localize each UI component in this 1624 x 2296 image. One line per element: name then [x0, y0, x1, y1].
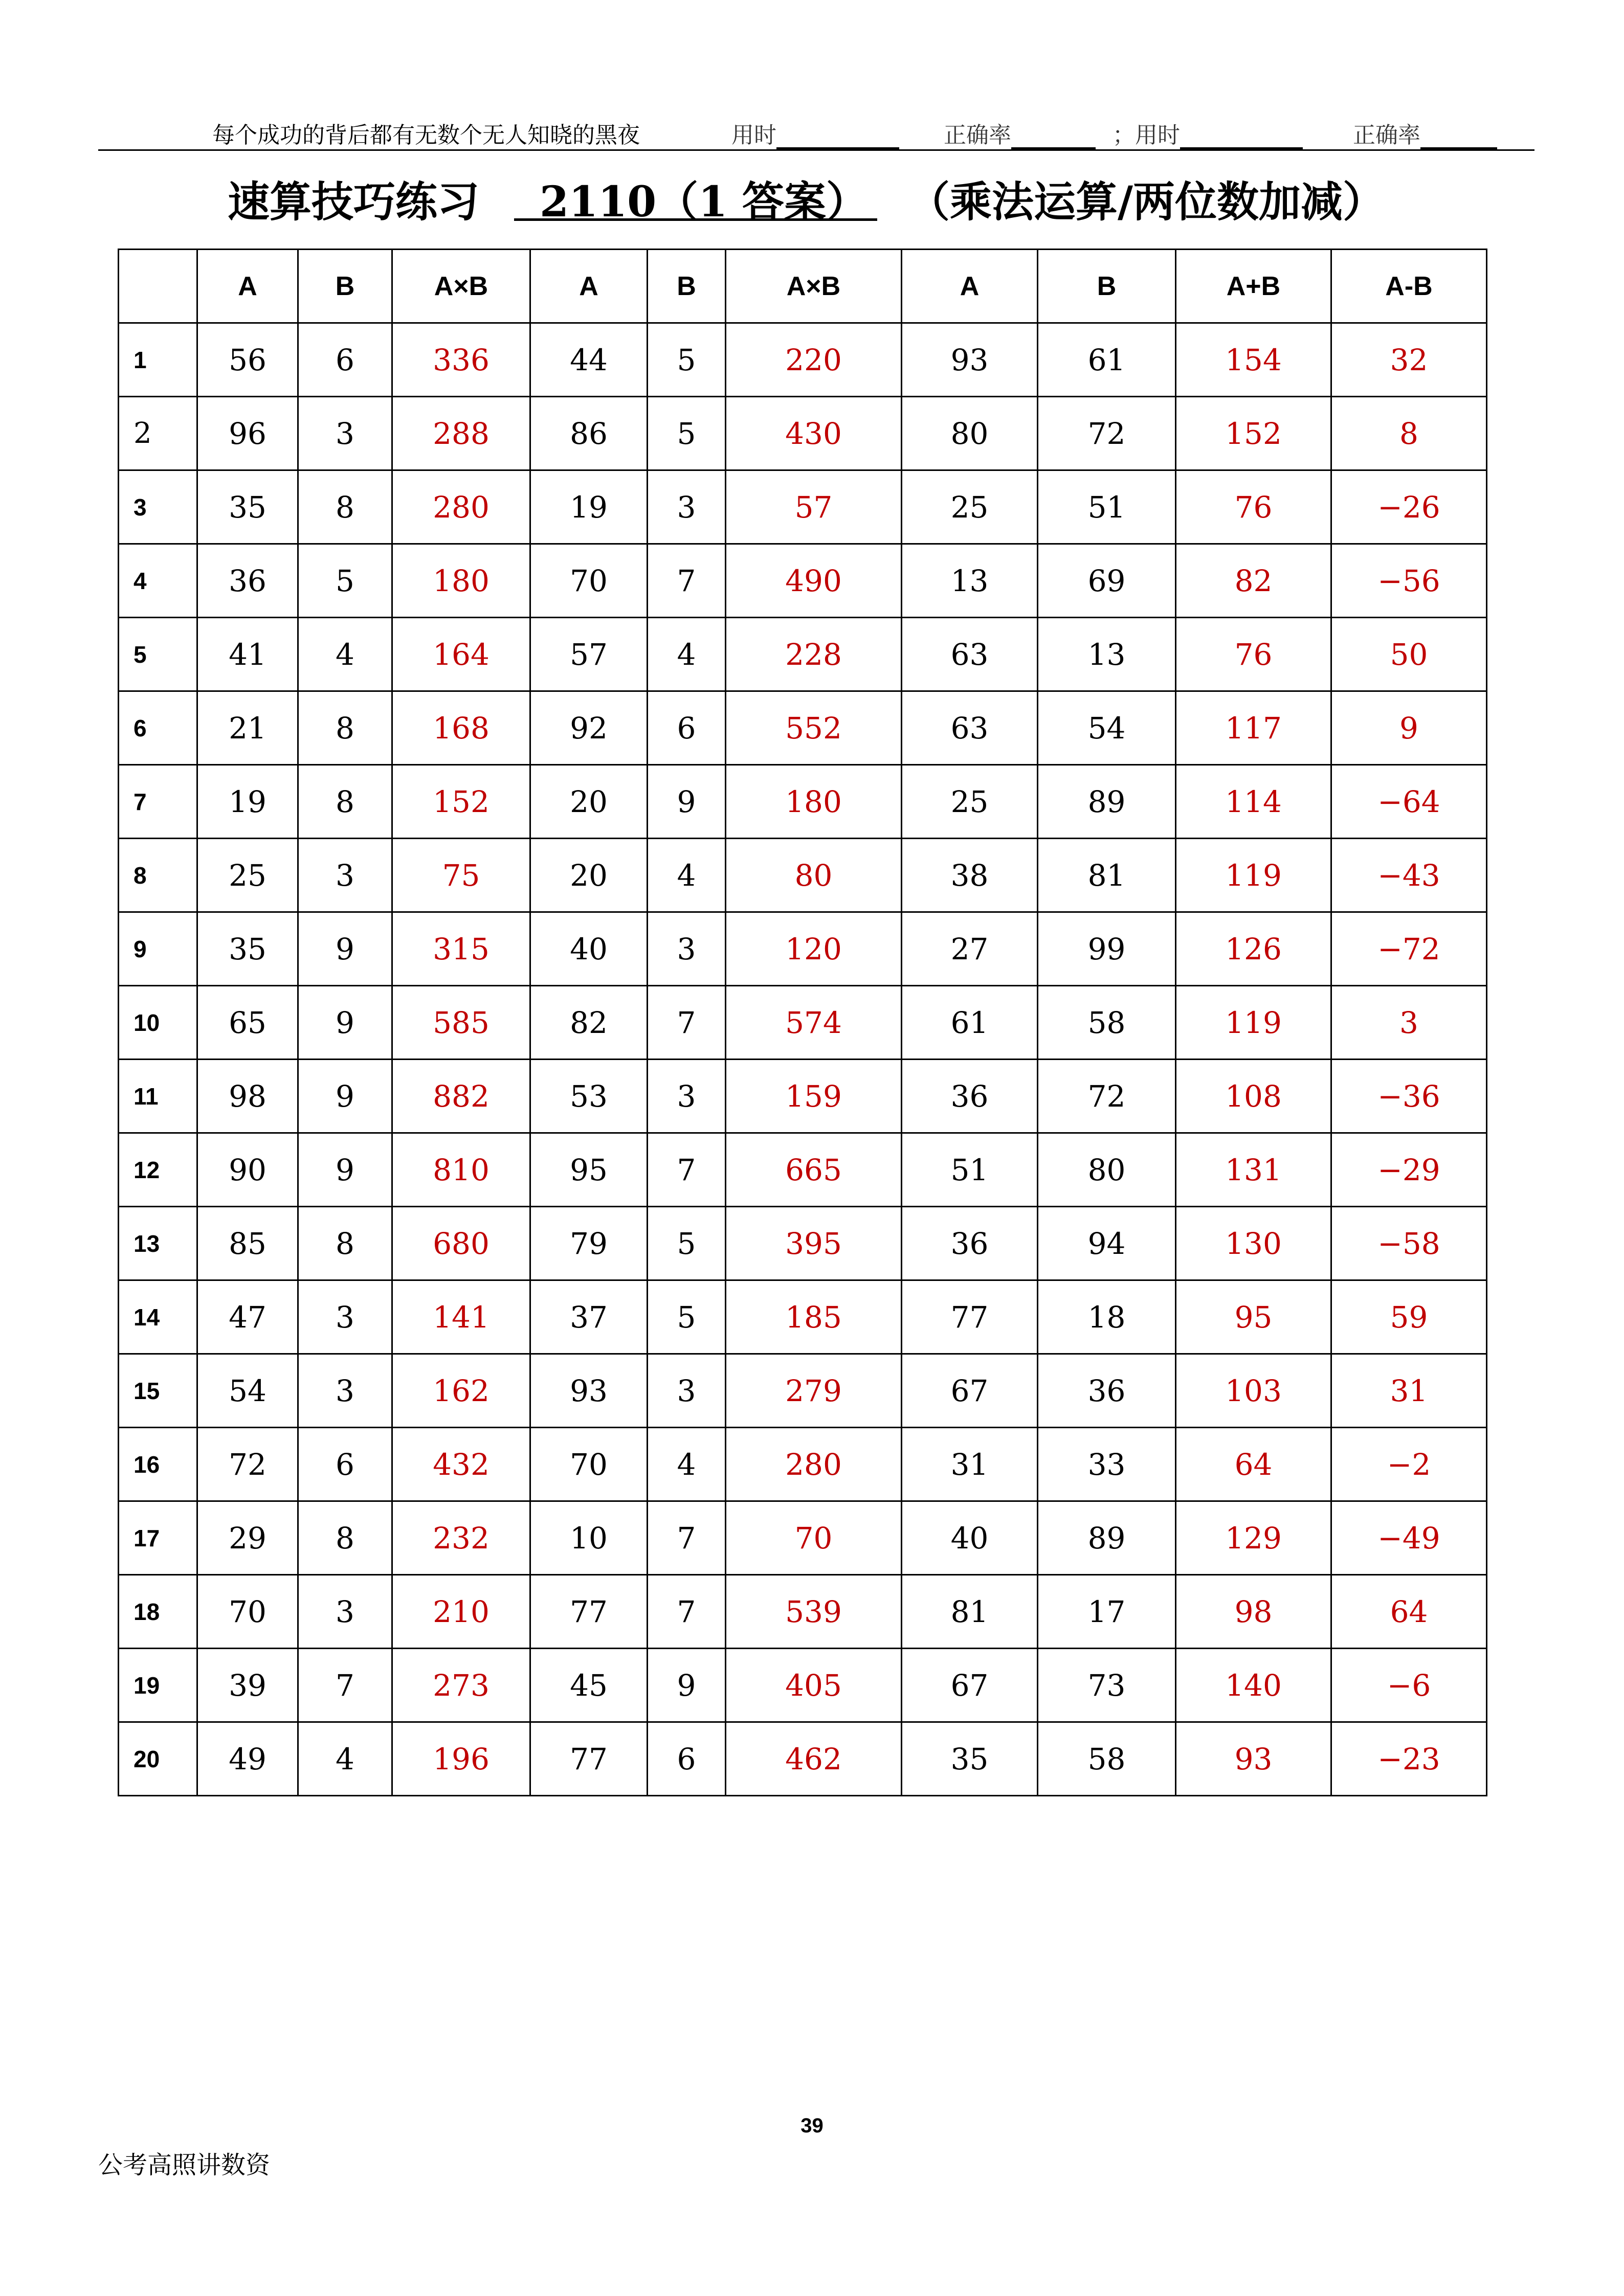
answer-product: 315 [392, 912, 530, 986]
time-field-1 [731, 117, 899, 149]
answer-product: 336 [392, 323, 530, 397]
value-a: 21 [197, 691, 298, 765]
value-b: 7 [648, 1501, 726, 1575]
row-number: 4 [119, 544, 197, 618]
value-b: 72 [1038, 1060, 1176, 1133]
table-row [119, 1649, 1487, 1722]
answer-difference: −23 [1331, 1722, 1487, 1796]
accuracy-label-2: 正确率 [1353, 122, 1420, 148]
answer-product: 152 [392, 765, 530, 839]
answer-sum: 119 [1176, 986, 1331, 1060]
value-a: 77 [530, 1722, 648, 1796]
answer-difference: −58 [1331, 1207, 1487, 1280]
value-b: 58 [1038, 1722, 1176, 1796]
time-blank-1 [776, 123, 899, 149]
table-row [119, 765, 1487, 839]
value-a: 36 [197, 544, 298, 618]
value-b: 94 [1038, 1207, 1176, 1280]
table-row [119, 1354, 1487, 1428]
value-a: 93 [530, 1354, 648, 1428]
answer-product: 552 [726, 691, 902, 765]
answer-difference: −43 [1331, 839, 1487, 912]
table-row [119, 912, 1487, 986]
answer-difference: −49 [1331, 1501, 1487, 1575]
value-b: 7 [648, 986, 726, 1060]
value-b: 7 [648, 1575, 726, 1649]
row-number: 6 [119, 691, 197, 765]
value-b: 61 [1038, 323, 1176, 397]
title-subtitle: （乘法运算/两位数加减） [908, 177, 1385, 227]
value-a: 47 [197, 1280, 298, 1354]
answer-difference: 9 [1331, 691, 1487, 765]
answer-difference: −6 [1331, 1649, 1487, 1722]
answer-difference: 3 [1331, 986, 1487, 1060]
column-header: A [530, 250, 648, 323]
title-code: 2110（1 答案） [514, 169, 877, 221]
value-a: 53 [530, 1060, 648, 1133]
answer-product: 162 [392, 1354, 530, 1428]
value-a: 45 [530, 1649, 648, 1722]
table-row [119, 1575, 1487, 1649]
table-row [119, 1280, 1487, 1354]
answer-sum: 98 [1176, 1575, 1331, 1649]
value-b: 7 [648, 1133, 726, 1207]
answer-product: 180 [726, 765, 902, 839]
row-number: 18 [119, 1575, 197, 1649]
value-a: 70 [530, 1428, 648, 1501]
column-header: A+B [1176, 250, 1331, 323]
answer-difference: 50 [1331, 618, 1487, 691]
answer-product: 574 [726, 986, 902, 1060]
answer-difference: 31 [1331, 1354, 1487, 1428]
answer-sum: 154 [1176, 323, 1331, 397]
answer-difference: −56 [1331, 544, 1487, 618]
answer-product: 585 [392, 986, 530, 1060]
answer-product: 432 [392, 1428, 530, 1501]
answer-product: 168 [392, 691, 530, 765]
column-header: A×B [392, 250, 530, 323]
value-b: 89 [1038, 765, 1176, 839]
row-number: 13 [119, 1207, 197, 1280]
column-header: A [902, 250, 1038, 323]
value-a: 77 [530, 1575, 648, 1649]
value-a: 82 [530, 986, 648, 1060]
answer-product: 228 [726, 618, 902, 691]
row-number: 1 [119, 323, 197, 397]
answer-product: 75 [392, 839, 530, 912]
value-a: 67 [902, 1354, 1038, 1428]
value-a: 35 [197, 912, 298, 986]
answer-product: 810 [392, 1133, 530, 1207]
answer-product: 680 [392, 1207, 530, 1280]
value-b: 72 [1038, 397, 1176, 470]
table-row [119, 470, 1487, 544]
answer-sum: 76 [1176, 618, 1331, 691]
value-a: 51 [902, 1133, 1038, 1207]
page-header [0, 0, 1624, 153]
value-b: 89 [1038, 1501, 1176, 1575]
value-a: 19 [197, 765, 298, 839]
table-row [119, 323, 1487, 397]
answer-product: 280 [726, 1428, 902, 1501]
value-b: 6 [298, 323, 392, 397]
answer-sum: 64 [1176, 1428, 1331, 1501]
value-a: 77 [902, 1280, 1038, 1354]
row-number: 8 [119, 839, 197, 912]
value-a: 90 [197, 1133, 298, 1207]
answer-product: 80 [726, 839, 902, 912]
answer-difference: 64 [1331, 1575, 1487, 1649]
row-number: 15 [119, 1354, 197, 1428]
page-number: 39 [800, 2114, 824, 2137]
value-b: 7 [648, 544, 726, 618]
table-body [119, 323, 1487, 1796]
value-b: 3 [298, 397, 392, 470]
answer-sum: 131 [1176, 1133, 1331, 1207]
value-a: 29 [197, 1501, 298, 1575]
answer-sum: 126 [1176, 912, 1331, 986]
value-b: 4 [648, 618, 726, 691]
value-a: 25 [902, 765, 1038, 839]
value-b: 8 [298, 1207, 392, 1280]
row-number: 10 [119, 986, 197, 1060]
value-b: 13 [1038, 618, 1176, 691]
value-a: 20 [530, 839, 648, 912]
value-b: 5 [648, 323, 726, 397]
motto-text: 每个成功的背后都有无数个无人知晓的黑夜 [212, 122, 640, 148]
value-a: 56 [197, 323, 298, 397]
answer-difference: 59 [1331, 1280, 1487, 1354]
answer-sum: 152 [1176, 397, 1331, 470]
row-number: 9 [119, 912, 197, 986]
value-a: 98 [197, 1060, 298, 1133]
answer-difference: −72 [1331, 912, 1487, 986]
value-b: 54 [1038, 691, 1176, 765]
value-a: 72 [197, 1428, 298, 1501]
page-title [0, 169, 1624, 225]
value-b: 4 [648, 1428, 726, 1501]
value-a: 31 [902, 1428, 1038, 1501]
accuracy-blank-1 [1011, 123, 1096, 149]
column-header: B [648, 250, 726, 323]
answer-product: 164 [392, 618, 530, 691]
column-header-index [119, 250, 197, 323]
answer-sum: 93 [1176, 1722, 1331, 1796]
row-number: 14 [119, 1280, 197, 1354]
value-b: 5 [648, 397, 726, 470]
value-a: 25 [197, 839, 298, 912]
table-header-row [119, 250, 1487, 323]
row-number: 19 [119, 1649, 197, 1722]
value-a: 37 [530, 1280, 648, 1354]
value-b: 4 [298, 618, 392, 691]
value-a: 96 [197, 397, 298, 470]
answer-sum: 82 [1176, 544, 1331, 618]
row-number: 2 [119, 397, 197, 470]
row-number: 11 [119, 1060, 197, 1133]
row-number: 17 [119, 1501, 197, 1575]
value-a: 35 [197, 470, 298, 544]
accuracy-field-1 [944, 117, 1096, 149]
answer-product: 196 [392, 1722, 530, 1796]
time-field-2 [1113, 117, 1303, 149]
value-b: 9 [648, 765, 726, 839]
value-b: 4 [648, 839, 726, 912]
answer-product: 273 [392, 1649, 530, 1722]
value-b: 9 [298, 1060, 392, 1133]
value-b: 3 [648, 912, 726, 986]
title-main: 速算技巧练习 [228, 177, 480, 227]
answer-difference: −2 [1331, 1428, 1487, 1501]
value-b: 6 [298, 1428, 392, 1501]
value-b: 58 [1038, 986, 1176, 1060]
value-b: 8 [298, 1501, 392, 1575]
table-row [119, 1428, 1487, 1501]
answer-product: 665 [726, 1133, 902, 1207]
footer-text: 公考高照讲数资 [98, 2151, 271, 2179]
value-a: 80 [902, 397, 1038, 470]
separator: ； [1113, 122, 1135, 148]
answer-sum: 119 [1176, 839, 1331, 912]
value-b: 8 [298, 470, 392, 544]
accuracy-label-1: 正确率 [944, 122, 1011, 148]
answer-difference: −64 [1331, 765, 1487, 839]
value-a: 40 [530, 912, 648, 986]
value-a: 85 [197, 1207, 298, 1280]
value-a: 63 [902, 691, 1038, 765]
answer-difference: −29 [1331, 1133, 1487, 1207]
value-b: 6 [648, 1722, 726, 1796]
column-header: B [1038, 250, 1176, 323]
value-b: 3 [298, 1280, 392, 1354]
column-header: A-B [1331, 250, 1487, 323]
table-row [119, 618, 1487, 691]
value-b: 8 [298, 691, 392, 765]
value-b: 73 [1038, 1649, 1176, 1722]
value-a: 20 [530, 765, 648, 839]
value-b: 3 [648, 470, 726, 544]
value-a: 39 [197, 1649, 298, 1722]
value-a: 95 [530, 1133, 648, 1207]
answer-product: 232 [392, 1501, 530, 1575]
answer-product: 405 [726, 1649, 902, 1722]
value-a: 79 [530, 1207, 648, 1280]
answer-product: 288 [392, 397, 530, 470]
time-label-1: 用时 [731, 122, 776, 148]
table-row [119, 1722, 1487, 1796]
value-a: 10 [530, 1501, 648, 1575]
answer-product: 120 [726, 912, 902, 986]
table-row [119, 839, 1487, 912]
value-b: 69 [1038, 544, 1176, 618]
table-row [119, 544, 1487, 618]
value-a: 40 [902, 1501, 1038, 1575]
row-number: 7 [119, 765, 197, 839]
column-header: A [197, 250, 298, 323]
answer-product: 57 [726, 470, 902, 544]
answer-product: 210 [392, 1575, 530, 1649]
value-a: 61 [902, 986, 1038, 1060]
answer-product: 185 [726, 1280, 902, 1354]
value-b: 5 [298, 544, 392, 618]
value-a: 67 [902, 1649, 1038, 1722]
answer-product: 430 [726, 397, 902, 470]
value-b: 18 [1038, 1280, 1176, 1354]
table-row [119, 1060, 1487, 1133]
table-row [119, 986, 1487, 1060]
answer-product: 279 [726, 1354, 902, 1428]
answer-sum: 114 [1176, 765, 1331, 839]
value-a: 57 [530, 618, 648, 691]
answer-sum: 117 [1176, 691, 1331, 765]
answer-sum: 95 [1176, 1280, 1331, 1354]
value-b: 5 [648, 1207, 726, 1280]
value-b: 9 [298, 912, 392, 986]
value-b: 9 [298, 1133, 392, 1207]
header-divider [98, 149, 1534, 151]
answer-sum: 103 [1176, 1354, 1331, 1428]
answer-product: 159 [726, 1060, 902, 1133]
value-a: 92 [530, 691, 648, 765]
answer-sum: 140 [1176, 1649, 1331, 1722]
value-b: 80 [1038, 1133, 1176, 1207]
value-a: 65 [197, 986, 298, 1060]
value-a: 81 [902, 1575, 1038, 1649]
answer-product: 395 [726, 1207, 902, 1280]
answer-difference: 8 [1331, 397, 1487, 470]
column-header: B [298, 250, 392, 323]
value-b: 81 [1038, 839, 1176, 912]
value-b: 4 [298, 1722, 392, 1796]
value-a: 86 [530, 397, 648, 470]
row-number: 16 [119, 1428, 197, 1501]
value-b: 9 [298, 986, 392, 1060]
value-a: 93 [902, 323, 1038, 397]
value-a: 63 [902, 618, 1038, 691]
value-a: 19 [530, 470, 648, 544]
answer-sum: 130 [1176, 1207, 1331, 1280]
answer-product: 539 [726, 1575, 902, 1649]
value-b: 7 [298, 1649, 392, 1722]
value-a: 36 [902, 1207, 1038, 1280]
value-b: 8 [298, 765, 392, 839]
time-blank-2 [1180, 123, 1303, 149]
answer-product: 220 [726, 323, 902, 397]
answer-product: 141 [392, 1280, 530, 1354]
value-a: 70 [530, 544, 648, 618]
answer-product: 882 [392, 1060, 530, 1133]
table-row [119, 1501, 1487, 1575]
value-b: 6 [648, 691, 726, 765]
value-a: 13 [902, 544, 1038, 618]
value-a: 70 [197, 1575, 298, 1649]
answer-product: 70 [726, 1501, 902, 1575]
value-a: 27 [902, 912, 1038, 986]
value-b: 9 [648, 1649, 726, 1722]
row-number: 5 [119, 618, 197, 691]
answer-difference: −36 [1331, 1060, 1487, 1133]
exercise-table [118, 249, 1487, 1796]
answer-product: 280 [392, 470, 530, 544]
value-b: 36 [1038, 1354, 1176, 1428]
row-number: 20 [119, 1722, 197, 1796]
answer-product: 490 [726, 544, 902, 618]
value-b: 3 [298, 1575, 392, 1649]
value-a: 44 [530, 323, 648, 397]
answer-sum: 129 [1176, 1501, 1331, 1575]
value-a: 38 [902, 839, 1038, 912]
value-b: 3 [298, 1354, 392, 1428]
answer-sum: 108 [1176, 1060, 1331, 1133]
table-row [119, 1207, 1487, 1280]
value-b: 5 [648, 1280, 726, 1354]
value-a: 41 [197, 618, 298, 691]
value-b: 99 [1038, 912, 1176, 986]
value-b: 17 [1038, 1575, 1176, 1649]
table-row [119, 691, 1487, 765]
time-label-2: 用时 [1135, 122, 1180, 148]
table-row [119, 397, 1487, 470]
row-number: 12 [119, 1133, 197, 1207]
accuracy-field-2 [1353, 117, 1497, 149]
value-b: 3 [298, 839, 392, 912]
value-b: 3 [648, 1060, 726, 1133]
value-a: 25 [902, 470, 1038, 544]
value-a: 35 [902, 1722, 1038, 1796]
value-a: 36 [902, 1060, 1038, 1133]
answer-difference: −26 [1331, 470, 1487, 544]
column-header: A×B [726, 250, 902, 323]
answer-difference: 32 [1331, 323, 1487, 397]
value-a: 54 [197, 1354, 298, 1428]
accuracy-blank-2 [1420, 123, 1497, 149]
value-b: 51 [1038, 470, 1176, 544]
value-b: 33 [1038, 1428, 1176, 1501]
answer-product: 180 [392, 544, 530, 618]
row-number: 3 [119, 470, 197, 544]
value-b: 3 [648, 1354, 726, 1428]
answer-product: 462 [726, 1722, 902, 1796]
value-a: 49 [197, 1722, 298, 1796]
table-row [119, 1133, 1487, 1207]
answer-sum: 76 [1176, 470, 1331, 544]
